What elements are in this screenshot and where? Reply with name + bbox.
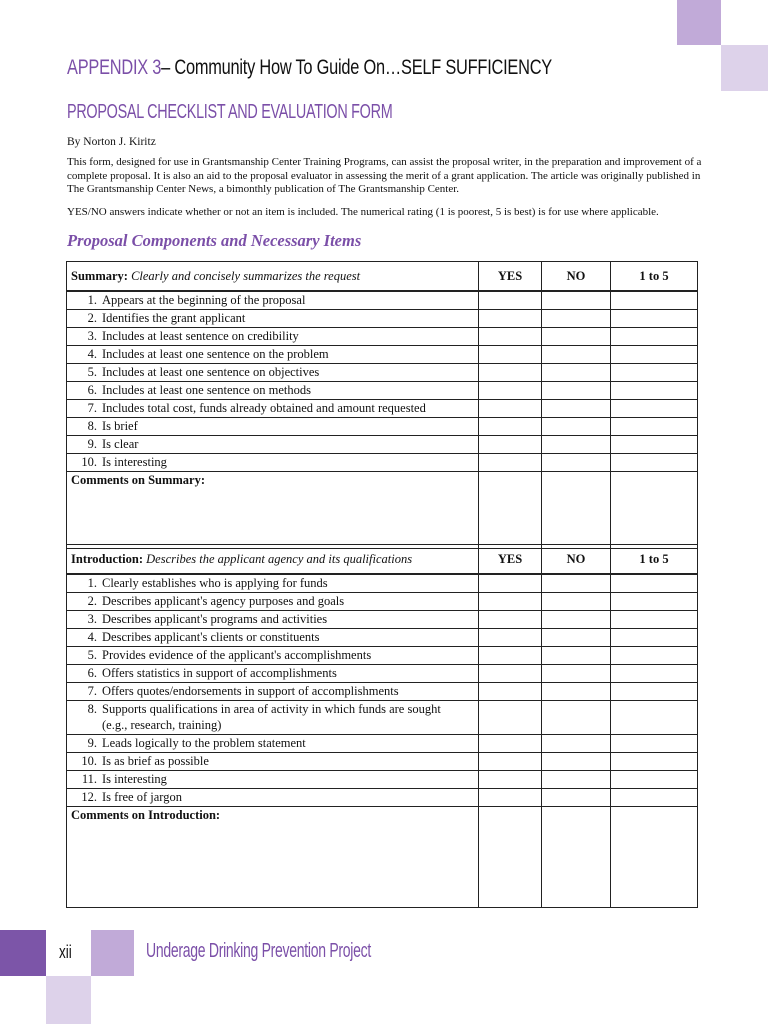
table-row [67,328,698,346]
table-row [67,382,698,400]
item-number: 8. [87,419,97,433]
summary-description: Clearly and concisely summarizes the request [131,269,361,283]
item-number: 10. [81,455,97,469]
table-row [67,701,698,735]
table-row [67,436,698,454]
yes-answer-cell[interactable] [479,364,542,382]
yes-answer-cell[interactable] [479,701,542,735]
yes-answer-cell[interactable] [479,771,542,789]
item-label: Includes at least sentence on credibility [102,329,299,343]
decor-square-top-1 [677,0,721,45]
item-label: Is clear [102,437,139,451]
yes-answer-cell[interactable] [479,789,542,807]
no-answer-cell[interactable] [542,364,611,382]
page-title [67,56,552,80]
no-answer-cell[interactable] [542,328,611,346]
introduction-item-text [67,665,479,683]
yes-answer-cell[interactable] [479,611,542,629]
table-row [67,735,698,753]
no-answer-cell[interactable] [542,611,611,629]
item-number: 7. [87,401,97,415]
yes-answer-cell[interactable] [479,436,542,454]
no-answer-cell[interactable] [542,789,611,807]
item-label: Offers quotes/endorsements in support of accomplishments [102,684,399,698]
rating-answer-cell[interactable] [611,328,698,346]
summary-label: Summary: [71,269,128,283]
item-label: Is brief [102,419,138,433]
rating-answer-cell[interactable] [611,683,698,701]
rating-answer-cell[interactable] [611,346,698,364]
summary-table [66,261,698,549]
introduction-item-text [67,789,479,807]
no-comments-cell [542,807,611,908]
introduction-item-text [67,701,479,735]
introduction-comments-row [67,807,698,908]
summary-comments-cell[interactable] [67,472,479,549]
item-number: 1. [87,576,97,590]
no-column-header: NO [542,545,611,575]
guide-title: – Community How To Guide On…SELF SUFFICIENCY [161,56,553,79]
yes-answer-cell[interactable] [479,291,542,310]
rating-answer-cell[interactable] [611,735,698,753]
rating-answer-cell[interactable] [611,418,698,436]
summary-item-text [67,310,479,328]
item-label: Leads logically to the problem statement [102,736,306,750]
item-label: Describes applicant's agency purposes and goals [102,594,345,608]
table-row [67,364,698,382]
yes-answer-cell[interactable] [479,310,542,328]
no-answer-cell[interactable] [542,665,611,683]
introduction-item-text [67,683,479,701]
item-number: 3. [87,612,97,626]
rating-answer-cell[interactable] [611,593,698,611]
item-label: Is interesting [102,772,167,786]
table-row [67,647,698,665]
item-label: Describes applicant's clients or constituents [102,630,320,644]
item-number: 11. [81,772,97,786]
footer-project-title: Underage Drinking Prevention Project [146,940,371,962]
item-number: 4. [87,630,97,644]
no-answer-cell[interactable] [542,382,611,400]
item-label: Is free of jargon [102,790,182,804]
no-answer-cell[interactable] [542,753,611,771]
summary-item-text [67,418,479,436]
yes-answer-cell[interactable] [479,454,542,472]
yes-answer-cell[interactable] [479,665,542,683]
no-answer-cell[interactable] [542,346,611,364]
rating-answer-cell[interactable] [611,701,698,735]
summary-item-text [67,436,479,454]
no-answer-cell[interactable] [542,647,611,665]
rating-answer-cell[interactable] [611,771,698,789]
introduction-description: Describes the applicant agency and its qualifications [146,552,413,566]
form-title: PROPOSAL CHECKLIST AND EVALUATION FORM [67,101,393,123]
yes-column-header: YES [479,262,542,292]
introduction-item-text [67,647,479,665]
decor-square-top-2 [721,45,768,91]
decor-square-bottom-3 [46,976,91,1024]
introduction-item-text [67,574,479,593]
yes-answer-cell[interactable] [479,753,542,771]
no-column-header: NO [542,262,611,292]
item-label: Includes total cost, funds already obtained and amount requested [102,401,426,415]
table-row [67,310,698,328]
item-label: Appears at the beginning of the proposal [102,293,306,307]
item-number: 9. [87,736,97,750]
summary-comments-label: Comments on Summary: [71,473,206,487]
section-heading: Proposal Components and Necessary Items [67,231,362,250]
rating-answer-cell[interactable] [611,310,698,328]
introduction-item-text [67,735,479,753]
item-number: 7. [87,684,97,698]
item-continuation: (e.g., research, training) [102,718,222,732]
rating-column-header: 1 to 5 [611,545,698,575]
no-answer-cell[interactable] [542,436,611,454]
yes-answer-cell[interactable] [479,647,542,665]
no-answer-cell[interactable] [542,683,611,701]
yes-answer-cell[interactable] [479,629,542,647]
item-number: 4. [87,347,97,361]
introduction-table-body [67,545,698,908]
item-number: 1. [87,293,97,307]
summary-item-text [67,382,479,400]
yes-answer-cell[interactable] [479,683,542,701]
introduction-comments-cell[interactable] [67,807,479,908]
decor-square-bottom-1 [0,930,46,976]
item-label: Offers statistics in support of accomplishments [102,666,337,680]
yes-answer-cell[interactable] [479,382,542,400]
table-row [67,629,698,647]
introduction-item-text [67,593,479,611]
page-number: xii [59,942,72,962]
summary-header-cell [67,262,479,292]
introduction-item-text [67,611,479,629]
introduction-comments-label: Comments on Introduction: [71,808,221,822]
yes-comments-cell [479,807,542,908]
item-label: Clearly establishes who is applying for funds [102,576,328,590]
rating-answer-cell[interactable] [611,382,698,400]
item-label: Identifies the grant applicant [102,311,246,325]
table-row [67,753,698,771]
rating-answer-cell[interactable] [611,665,698,683]
item-label: Is as brief as possible [102,754,209,768]
no-answer-cell[interactable] [542,735,611,753]
summary-comments-row [67,472,698,549]
table-row [67,574,698,593]
summary-header-row [67,262,698,292]
rating-note: YES/NO answers indicate whether or not an item is included. The numerical rating (1 is poorest, 5 is best) is for use where applicable. [67,206,659,218]
rating-answer-cell[interactable] [611,436,698,454]
table-row [67,683,698,701]
yes-column-header: YES [479,545,542,575]
yes-answer-cell[interactable] [479,593,542,611]
rating-comments-cell [611,472,698,549]
rating-answer-cell[interactable] [611,629,698,647]
yes-answer-cell[interactable] [479,735,542,753]
intro-paragraph: This form, designed for use in Grantsmanship Center Training Programs, can assist the proposal writer, in the preparation and improvement of a complete proposal. It is also an aid to the proposal evaluator in assessing the merit of a grant application. The article was originally published in The Grantsmanship Center News, a bimonthly publication of The Grantsmanship Center. [67,156,702,195]
item-label: Is interesting [102,455,167,469]
no-answer-cell[interactable] [542,574,611,593]
item-number: 2. [87,594,97,608]
table-row [67,789,698,807]
item-label: Includes at least one sentence on the problem [102,347,329,361]
rating-answer-cell[interactable] [611,611,698,629]
item-number: 3. [87,329,97,343]
rating-column-header: 1 to 5 [611,262,698,292]
byline: By Norton J. Kiritz [67,136,156,148]
table-row [67,346,698,364]
introduction-item-text [67,771,479,789]
table-row [67,611,698,629]
no-comments-cell [542,472,611,549]
rating-comments-cell [611,807,698,908]
summary-item-text [67,328,479,346]
summary-item-text [67,364,479,382]
introduction-label: Introduction: [71,552,144,566]
no-answer-cell[interactable] [542,771,611,789]
summary-item-text [67,454,479,472]
yes-answer-cell[interactable] [479,574,542,593]
no-answer-cell[interactable] [542,291,611,310]
item-label: Provides evidence of the applicant's accomplishments [102,648,372,662]
no-answer-cell[interactable] [542,400,611,418]
no-answer-cell[interactable] [542,701,611,735]
item-number: 9. [87,437,97,451]
summary-item-text [67,346,479,364]
table-row [67,400,698,418]
item-number: 6. [87,383,97,397]
summary-table-body [67,262,698,549]
yes-answer-cell[interactable] [479,328,542,346]
item-label: Includes at least one sentence on objectives [102,365,320,379]
appendix-label: APPENDIX 3 [67,56,162,79]
no-answer-cell[interactable] [542,310,611,328]
yes-comments-cell [479,472,542,549]
rating-answer-cell[interactable] [611,789,698,807]
yes-answer-cell[interactable] [479,346,542,364]
table-row [67,665,698,683]
introduction-table [66,544,698,908]
table-row [67,291,698,310]
table-row [67,593,698,611]
no-answer-cell[interactable] [542,629,611,647]
introduction-item-text [67,753,479,771]
introduction-header-row [67,545,698,575]
item-number: 2. [87,311,97,325]
item-label: Describes applicant's programs and activities [102,612,328,626]
introduction-header-cell [67,545,479,575]
rating-answer-cell[interactable] [611,291,698,310]
rating-answer-cell[interactable] [611,454,698,472]
yes-answer-cell[interactable] [479,400,542,418]
rating-answer-cell[interactable] [611,647,698,665]
item-number: 12. [81,790,97,804]
rating-answer-cell[interactable] [611,364,698,382]
introduction-item-text [67,629,479,647]
item-number: 5. [87,648,97,662]
item-number: 5. [87,365,97,379]
decor-square-bottom-2 [91,930,134,976]
item-number: 6. [87,666,97,680]
summary-item-text [67,400,479,418]
yes-answer-cell[interactable] [479,418,542,436]
item-number: 10. [81,754,97,768]
item-number: 8. [87,702,97,716]
rating-answer-cell[interactable] [611,753,698,771]
rating-answer-cell[interactable] [611,574,698,593]
summary-item-text [67,291,479,310]
item-label: Supports qualifications in area of activity in which funds are sought [102,702,441,716]
table-row [67,454,698,472]
table-row [67,418,698,436]
item-label: Includes at least one sentence on methods [102,383,311,397]
table-row [67,771,698,789]
rating-answer-cell[interactable] [611,400,698,418]
no-answer-cell[interactable] [542,418,611,436]
no-answer-cell[interactable] [542,593,611,611]
no-answer-cell[interactable] [542,454,611,472]
